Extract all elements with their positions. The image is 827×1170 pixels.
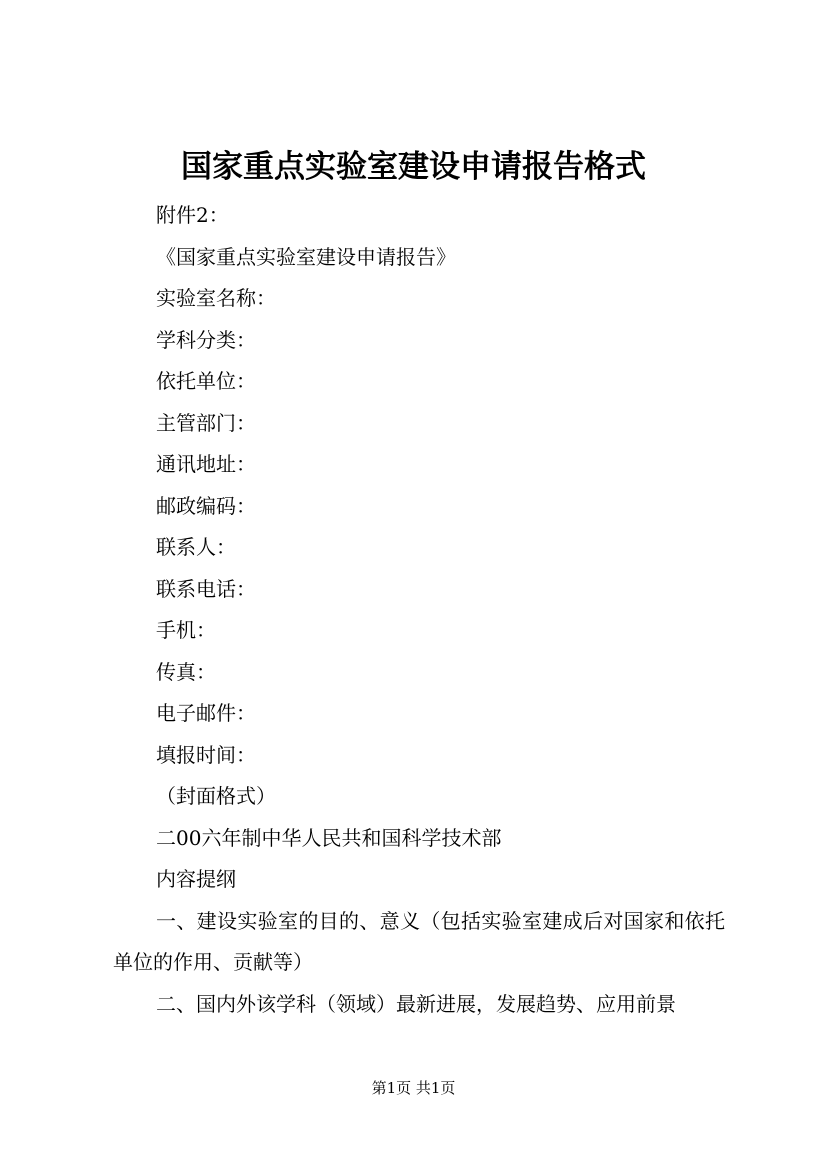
document-body [113, 195, 725, 1025]
field-address: 通讯地址： [156, 452, 256, 476]
page-footer: 第1页 共1页 [371, 1079, 456, 1097]
field-discipline: 学科分类： [156, 327, 256, 352]
report-name: 《国家重点实验室建设申请报告》 [156, 244, 456, 269]
outline-item-1: 一、建设实验室的目的、意义（包括实验室建成后对国家和依托单位的作用、贡献等） [113, 908, 725, 974]
field-postal-code: 邮政编码： [156, 493, 256, 518]
field-contact-person: 联系人： [156, 535, 236, 559]
field-phone: 联系电话： [156, 576, 256, 601]
attachment-label: 附件2： [156, 203, 229, 227]
field-lab-name: 实验室名称： [156, 286, 276, 310]
field-supervising-dept: 主管部门： [156, 410, 256, 435]
issuer-line: 二00六年制中华人民共和国科学技术部 [156, 825, 502, 850]
field-host-unit: 依托单位： [156, 369, 256, 393]
outline-item-2: 二、国内外该学科（领域）最新进展，发展趋势、应用前景 [156, 991, 676, 1016]
outline-heading: 内容提纲 [156, 867, 236, 891]
document-title: 国家重点实验室建设申请报告格式 [181, 149, 646, 185]
field-fill-date: 填报时间： [156, 742, 256, 767]
field-mobile: 手机： [156, 618, 216, 642]
field-fax: 传真： [156, 659, 216, 684]
field-email: 电子邮件： [156, 701, 256, 725]
cover-format-note: （封面格式） [156, 784, 276, 808]
